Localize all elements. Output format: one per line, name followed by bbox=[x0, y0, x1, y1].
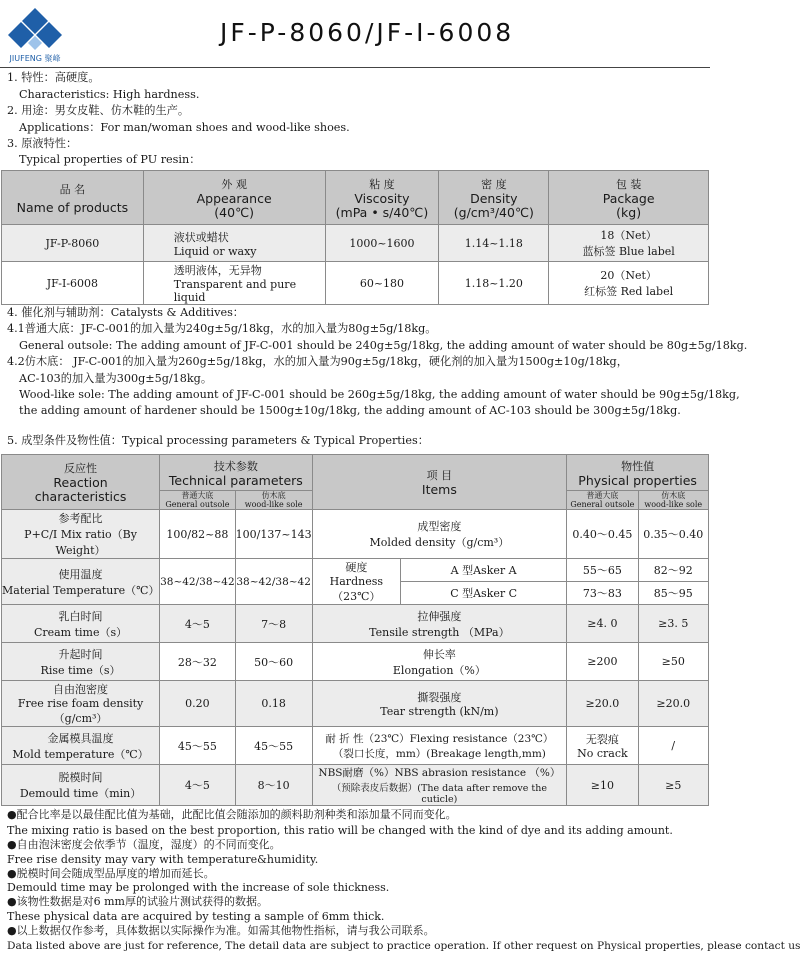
pv-wood: ≥20.0 bbox=[638, 681, 708, 727]
catalyst-line: 4.1普通大底：JF-C-001的加入量为240g±5g/18kg，水的加入量为80g±5g/18kg。 bbox=[7, 322, 437, 335]
wood-value: 45～55 bbox=[235, 727, 312, 765]
table-header-row bbox=[2, 171, 709, 225]
wood-sole-subheader: 仿木底 wood-like sole bbox=[638, 491, 708, 510]
col-header-name: 品 名 Name of products bbox=[2, 171, 144, 225]
col-header-density: 密 度 Density (g/cm³/40℃) bbox=[439, 171, 549, 225]
hardness-c: C 型Asker C bbox=[401, 582, 567, 605]
note-line: ●该物性数据是对6 mm厚的试验片测试获得的数据。 bbox=[7, 895, 268, 908]
table-row bbox=[2, 225, 709, 262]
pv-wood: 0.35～0.40 bbox=[638, 510, 708, 559]
viscosity-cell: 1000~1600 bbox=[325, 225, 439, 262]
general-value: 4～5 bbox=[160, 765, 236, 806]
pv-wood: 85～95 bbox=[638, 582, 708, 605]
pv-general: 55～65 bbox=[567, 559, 638, 582]
intro-line: 3. 原液特性： bbox=[7, 137, 78, 150]
pv-wood: 82～92 bbox=[638, 559, 708, 582]
intro-line: Characteristics: High hardness. bbox=[19, 88, 200, 101]
resin-properties-table bbox=[1, 170, 709, 305]
item-cell: 伸长率 Elongation（%） bbox=[312, 643, 567, 681]
intro-line: Typical properties of PU resin： bbox=[19, 153, 201, 166]
hardness-cell: 硬度 Hardness（23℃） bbox=[312, 559, 400, 605]
note-line: ●自由泡沫密度会依季节（温度，湿度）的不同而变化。 bbox=[7, 838, 281, 851]
table-row bbox=[2, 681, 709, 727]
document-title: JF-P-8060/JF-I-6008 bbox=[220, 18, 515, 47]
catalyst-line: 4. 催化剂与辅助剂：Catalysts & Additives： bbox=[7, 306, 244, 319]
note-line: These physical data are acquired by testing a sample of 6mm thick. bbox=[7, 910, 385, 923]
table-row bbox=[2, 643, 709, 681]
processing-properties-table bbox=[1, 454, 709, 806]
pv-general: ≥10 bbox=[567, 765, 638, 806]
catalyst-line: Wood-like sole: The adding amount of JF-C-001 should be 260g±5g/18kg, the adding amount of water should be 90g±5g/18kg, bbox=[19, 388, 740, 401]
param-cell: 升起时间 Rise time（s） bbox=[2, 643, 160, 681]
intro-line: Applications：For man/woman shoes and wood-like shoes. bbox=[19, 121, 350, 134]
wood-value: 38~42/38~42 bbox=[235, 559, 312, 605]
note-line: ●配合比率是以最佳配比值为基础，此配比值会随添加的颜料助剂种类和添加量不同而变化。 bbox=[7, 808, 457, 821]
wood-value: 8～10 bbox=[235, 765, 312, 806]
item-cell: NBS耐磨（%）NBS abrasion resistance （%） （预除表皮后数据）(The data after remove the cuticle) bbox=[312, 765, 567, 806]
table-header-row bbox=[2, 455, 709, 491]
note-line: ●脱模时间会随成型品厚度的增加而延长。 bbox=[7, 867, 215, 880]
pv-general: 无裂痕 No crack bbox=[567, 727, 638, 765]
product-name: JF-I-6008 bbox=[2, 262, 144, 305]
product-name: JF-P-8060 bbox=[2, 225, 144, 262]
company-logo bbox=[4, 6, 66, 64]
general-value: 100/82~88 bbox=[160, 510, 236, 559]
catalyst-line: 4.2仿木底： JF-C-001的加入量为260g±5g/18kg，水的加入量为90g±5g/18kg，硬化剂的加入量为1500g±10g/18kg， bbox=[7, 355, 628, 368]
wood-value: 50～60 bbox=[235, 643, 312, 681]
hardness-a: A 型Asker A bbox=[401, 559, 567, 582]
svg-text:JIUFENG 聚峰: JIUFENG 聚峰 bbox=[9, 54, 61, 63]
item-cell: 拉伸强度 Tensile strength （MPa） bbox=[312, 605, 567, 643]
param-cell: 参考配比 P+C/I Mix ratio（By Weight） bbox=[2, 510, 160, 559]
section-title: 5. 成型条件及物性值：Typical processing parameters & Typical Properties： bbox=[7, 434, 429, 447]
general-value: 45～55 bbox=[160, 727, 236, 765]
table-row bbox=[2, 765, 709, 806]
header-divider bbox=[0, 67, 710, 68]
general-outsole-subheader: 普通大底 General outsole bbox=[160, 491, 236, 510]
intro-line: 2. 用途：男女皮鞋、仿木鞋的生产。 bbox=[7, 104, 190, 117]
note-line: Free rise density may vary with temperature&humidity. bbox=[7, 853, 319, 866]
general-outsole-subheader: 普通大底 General outsole bbox=[567, 491, 638, 510]
wood-value: 100/137~143 bbox=[235, 510, 312, 559]
pv-wood: ≥5 bbox=[638, 765, 708, 806]
pv-general: 73～83 bbox=[567, 582, 638, 605]
table-row bbox=[2, 559, 709, 582]
item-cell: 耐 折 性（23℃）Flexing resistance（23℃） （裂口长度，mm）(Breakage length,mm) bbox=[312, 727, 567, 765]
param-cell: 自由泡密度 Free rise foam density（g/cm³） bbox=[2, 681, 160, 727]
pv-wood: ≥50 bbox=[638, 643, 708, 681]
table-row bbox=[2, 510, 709, 559]
col-header-viscosity: 粘 度 Viscosity (mPa • s/40℃) bbox=[325, 171, 439, 225]
item-cell: 成型密度 Molded density（g/cm³） bbox=[312, 510, 567, 559]
general-value: 4～5 bbox=[160, 605, 236, 643]
general-value: 38~42/38~42 bbox=[160, 559, 236, 605]
appearance-cell: 液状或蜡状 Liquid or waxy bbox=[143, 225, 325, 262]
col-header-package: 包 装 Package (kg) bbox=[549, 171, 709, 225]
items-header: 项 目 Items bbox=[312, 455, 567, 510]
pv-general: 0.40～0.45 bbox=[567, 510, 638, 559]
package-cell: 18（Net） 蓝标签 Blue label bbox=[549, 225, 709, 262]
item-cell: 撕裂强度 Tear strength (kN/m) bbox=[312, 681, 567, 727]
table-row bbox=[2, 605, 709, 643]
density-cell: 1.18~1.20 bbox=[439, 262, 549, 305]
note-line: The mixing ratio is based on the best proportion, this ratio will be changed with the kind of dye and its adding amount. bbox=[7, 824, 673, 837]
physical-header: 物性值 Physical properties bbox=[567, 455, 709, 491]
pv-wood: / bbox=[638, 727, 708, 765]
table-row bbox=[2, 727, 709, 765]
general-value: 28～32 bbox=[160, 643, 236, 681]
param-cell: 金属模具温度 Mold temperature（℃） bbox=[2, 727, 160, 765]
density-cell: 1.14~1.18 bbox=[439, 225, 549, 262]
note-line: Data listed above are just for reference, The detail data are subject to practice operation. If other request on Physical properties, please contact us bbox=[7, 940, 800, 952]
catalyst-line: General outsole: The adding amount of JF-C-001 should be 240g±5g/18kg, the adding amount of water should be 80g±5g/18kg. bbox=[19, 339, 748, 352]
wood-sole-subheader: 仿木底 wood-like sole bbox=[235, 491, 312, 510]
pv-general: ≥200 bbox=[567, 643, 638, 681]
intro-line: 1. 特性：高硬度。 bbox=[7, 71, 100, 84]
catalyst-line: the adding amount of hardener should be 1500g±10g/18kg, the adding amount of AC-103 should be 300g±5g/18kg. bbox=[19, 404, 681, 417]
technical-header: 技术参数 Technical parameters bbox=[160, 455, 313, 491]
wood-value: 0.18 bbox=[235, 681, 312, 727]
note-line: Demould time may be prolonged with the increase of sole thickness. bbox=[7, 881, 390, 894]
catalyst-line: AC-103的加入量为300g±5g/18kg。 bbox=[19, 372, 213, 385]
appearance-cell: 透明液体，无异物 Transparent and pure liquid bbox=[143, 262, 325, 305]
param-cell: 使用温度 Material Temperature（℃） bbox=[2, 559, 160, 605]
general-value: 0.20 bbox=[160, 681, 236, 727]
pv-general: ≥4. 0 bbox=[567, 605, 638, 643]
viscosity-cell: 60~180 bbox=[325, 262, 439, 305]
note-line: ●以上数据仅作参考，具体数据以实际操作为准。如需其他物性指标，请与我公司联系。 bbox=[7, 924, 435, 937]
package-cell: 20（Net） 红标签 Red label bbox=[549, 262, 709, 305]
param-cell: 乳白时间 Cream time（s） bbox=[2, 605, 160, 643]
pv-wood: ≥3. 5 bbox=[638, 605, 708, 643]
param-cell: 脱模时间 Demould time（min） bbox=[2, 765, 160, 806]
page-header bbox=[0, 0, 710, 70]
table-row bbox=[2, 262, 709, 305]
col-header-appearance: 外 观 Appearance (40℃) bbox=[143, 171, 325, 225]
pv-general: ≥20.0 bbox=[567, 681, 638, 727]
reaction-header: 反应性 Reaction characteristics bbox=[2, 455, 160, 510]
wood-value: 7～8 bbox=[235, 605, 312, 643]
